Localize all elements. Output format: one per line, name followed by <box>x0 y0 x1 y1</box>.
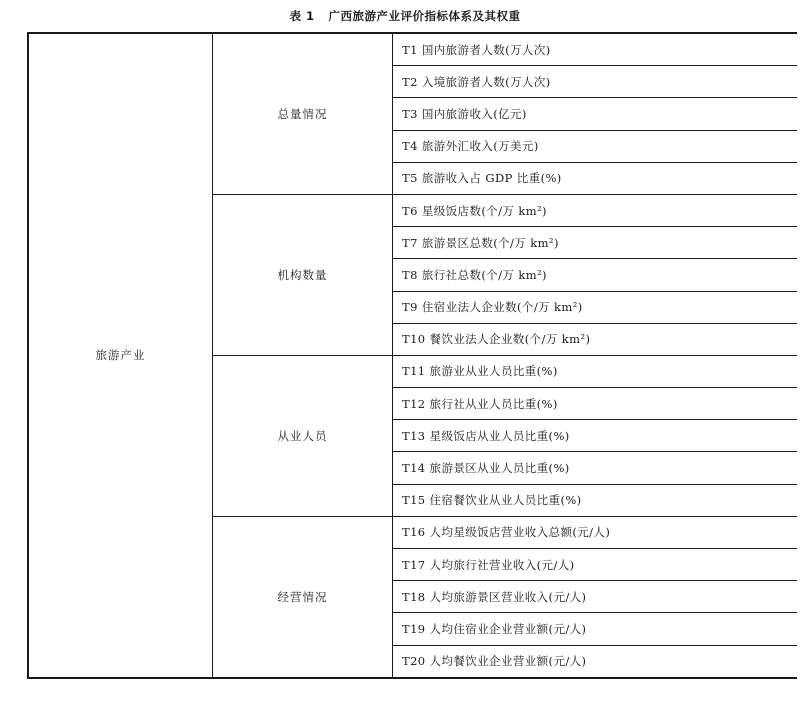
industry-cell <box>28 33 213 678</box>
indicator-cell <box>393 323 798 355</box>
indicator-cell <box>393 516 798 548</box>
indicator-cell <box>393 549 798 581</box>
indicator-cell <box>393 130 798 162</box>
indicator-cell <box>393 452 798 484</box>
table-row <box>28 33 797 66</box>
indicator-cell <box>393 291 798 323</box>
indicator-label: T6 星级饭店数(个/万 km²) <box>402 203 547 218</box>
category-label: 经营情况 <box>277 589 328 604</box>
indicator-cell <box>393 388 798 420</box>
category-cell <box>213 194 393 355</box>
category-label: 机构数量 <box>277 267 328 282</box>
indicator-label: T5 旅游收入占 GDP 比重(%) <box>402 171 562 186</box>
indicator-label: T2 入境旅游者人数(万人次) <box>402 74 551 89</box>
indicator-cell <box>393 33 798 66</box>
indicator-label: T15 住宿餐饮业从业人员比重(%) <box>402 493 582 508</box>
indicator-label: T4 旅游外汇收入(万美元) <box>402 139 539 154</box>
category-label: 从业人员 <box>277 428 328 443</box>
indicator-cell <box>393 259 798 291</box>
table-title: 广西旅游产业评价指标体系及其权重 <box>328 9 521 23</box>
category-cell <box>213 355 393 516</box>
indicator-label: T8 旅行社总数(个/万 km²) <box>402 267 547 282</box>
indicator-label: T20 人均餐饮业企业营业额(元/人) <box>402 654 587 669</box>
indicator-table <box>27 32 797 679</box>
indicator-label: T7 旅游景区总数(个/万 km²) <box>402 235 559 250</box>
indicator-label: T13 星级饭店从业人员比重(%) <box>402 428 570 443</box>
indicator-cell <box>393 355 798 387</box>
indicator-cell <box>393 645 798 678</box>
indicator-label: T14 旅游景区从业人员比重(%) <box>402 461 570 476</box>
category-label: 总量情况 <box>277 106 328 121</box>
indicator-cell <box>393 227 798 259</box>
indicator-cell <box>393 162 798 194</box>
indicator-label: T16 人均星级饭店营业收入总额(元/人) <box>402 525 611 540</box>
indicator-label: T17 人均旅行社营业收入(元/人) <box>402 557 575 572</box>
indicator-label: T11 旅游业从业人员比重(%) <box>402 364 558 379</box>
indicator-label: T10 餐饮业法人企业数(个/万 km²) <box>402 332 591 347</box>
indicator-cell <box>393 484 798 516</box>
category-cell <box>213 33 393 194</box>
indicator-label: T1 国内旅游者人数(万人次) <box>402 42 551 57</box>
indicator-label: T3 国内旅游收入(亿元) <box>402 106 527 121</box>
indicator-cell <box>393 420 798 452</box>
indicator-cell <box>393 613 798 645</box>
indicator-label: T12 旅行社从业人员比重(%) <box>402 396 558 411</box>
indicator-cell <box>393 66 798 98</box>
indicator-label: T19 人均住宿业企业营业额(元/人) <box>402 621 587 636</box>
category-cell <box>213 516 393 677</box>
table-caption <box>0 8 810 24</box>
indicator-cell <box>393 194 798 226</box>
table-number: 表 1 <box>289 9 315 23</box>
indicator-label: T9 住宿业法人企业数(个/万 km²) <box>402 300 583 315</box>
industry-label: 旅游产业 <box>95 348 146 363</box>
indicator-cell <box>393 581 798 613</box>
indicator-label: T18 人均旅游景区营业收入(元/人) <box>402 589 587 604</box>
indicator-cell <box>393 98 798 130</box>
